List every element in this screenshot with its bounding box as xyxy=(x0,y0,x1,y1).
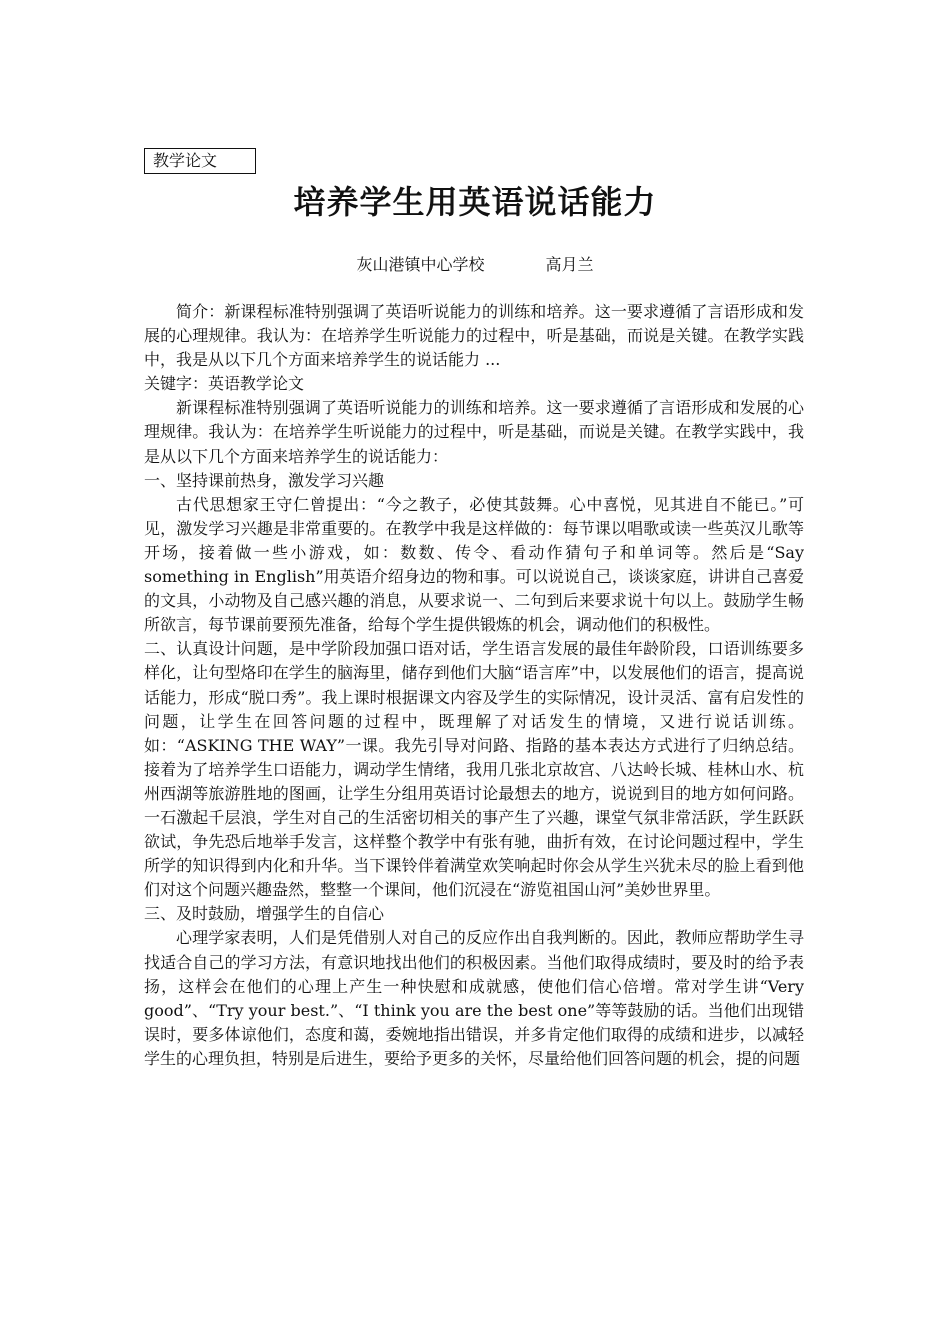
byline xyxy=(0,252,950,278)
section-heading-3: 三、及时鼓励，增强学生的自信心 xyxy=(144,904,385,924)
author-name: 高月兰 xyxy=(545,255,594,274)
section-1-paragraph: 古代思想家王守仁曾提出：“今之教子，必使其鼓舞。心中喜悦，见其进自不能已。”可见，激发学习兴趣是非常重要的。在教学中我是这样做的：每节课以唱歌或读一些英汉儿歌等开场，接着做一些小游戏，如：数数、传令、看动作猜句子和单词等。然后是“Say something in English”用英语介绍身边的物和事。可以说说自己，谈谈家庭，讲讲自己喜爱的文具，小动物及自己感兴趣的消息，从要求说一、二句到后来要求说十句以上。鼓励学生畅所欲言，每节课前要预先准备，给每个学生提供锻炼的机会，调动他们的积极性。 xyxy=(144,494,804,635)
category-tag: 教学论文 xyxy=(144,148,256,174)
intro-paragraph: 新课程标准特别强调了英语听说能力的训练和培养。这一要求遵循了言语形成和发展的心理规律。我认为：在培养学生听说能力的过程中，听是基础，而说是关键。在教学实践中，我是从以下几个方面来培养学生的说话能力： xyxy=(144,398,804,466)
abstract-paragraph: 简介：新课程标准特别强调了英语听说能力的训练和培养。这一要求遵循了言语形成和发展的心理规律。我认为：在培养学生听说能力的过程中，听是基础，而说是关键。在教学实践中，我是从以下几个方面来培养学生的说话能力 ... xyxy=(144,302,804,370)
page-title: 培养学生用英语说话能力 xyxy=(293,183,657,221)
article-body xyxy=(144,300,804,1071)
section-2-paragraph: 二、认真设计问题，是中学阶段加强口语对话，学生语言发展的最佳年龄阶段，口语训练要多样化，让句型烙印在学生的脑海里，储存到他们大脑“语言库”中，以发展他们的语言，提高说话能力，形成“脱口秀”。我上课时根据课文内容及学生的实际情况，设计灵活、富有启发性的问题，让学生在回答问题的过程中，既理解了对话发生的情境，又进行说话训练。如：“ASKING THE WAY”一课。我先引导对问路、指路的基本表达方式进行了归纳总结。接着为了培养学生口语能力，调动学生情绪，我用几张北京故宫、八达岭长城、桂林山水、杭州西湖等旅游胜地的图画，让学生分组用英语讨论最想去的地方，说说到目的地方如何问路。一石激起千层浪，学生对自己的生活密切相关的事产生了兴趣，课堂气氛非常活跃，学生跃跃欲试，争先恐后地举手发言，这样整个教学中有张有驰，曲折有效，在讨论问题过程中，学生所学的知识得到内化和升华。当下课铃伴着满堂欢笑响起时你会从学生兴犹未尽的脸上看到他们对这个问题兴趣盎然，整整一个课间，他们沉浸在“游览祖国山河”美妙世界里。 xyxy=(144,639,804,900)
keywords-line: 关键字：英语教学论文 xyxy=(144,374,305,394)
school-name: 灰山港镇中心学校 xyxy=(356,255,485,274)
section-3-paragraph: 心理学家表明，人们是凭借别人对自己的反应作出自我判断的。因此，教师应帮助学生寻找适合自己的学习方法，有意识地找出他们的积极因素。当他们取得成绩时，要及时的给予表扬，这样会在他们的心理上产生一种快慰和成就感，使他们信心倍增。常对学生讲“Very good”、“Try your best.”、“I think you are the best one”等等鼓励的话。当他们出现错误时，要多体谅他们，态度和蔼，委婉地指出错误，并多肯定他们取得的成绩和进步，以减轻学生的心理负担，特别是后进生，要给予更多的关怀，尽量给他们回答问题的机会，提的问题 xyxy=(144,928,804,1068)
section-heading-1: 一、坚持课前热身，激发学习兴趣 xyxy=(144,470,385,490)
